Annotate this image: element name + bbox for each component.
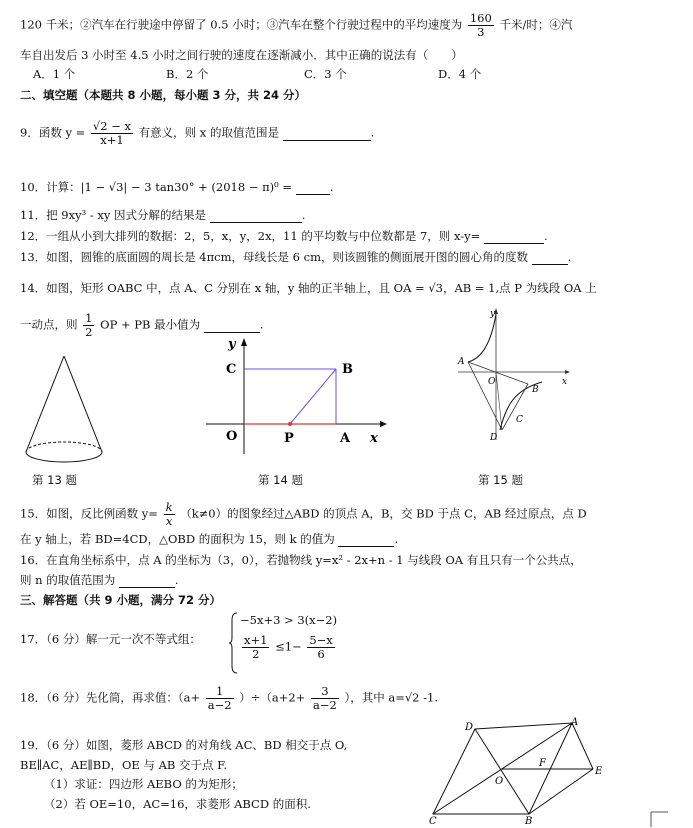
q8-line1 bbox=[20, 12, 572, 39]
q17-frac2-den: 6 bbox=[317, 647, 325, 661]
q19-line1: 19．（6 分）如图，菱形 ABCD 的对角线 AC、BD 相交于点 O, bbox=[20, 738, 348, 752]
figure-15-hyperbola bbox=[450, 306, 575, 446]
fig15-label-b: B bbox=[532, 385, 539, 395]
fig15-label-x: x bbox=[562, 377, 568, 387]
q19-line2: BE∥AC，AE∥BD，OE 与 AB 交于点 F. bbox=[20, 758, 227, 772]
section3-title: 三、解答题（共 9 小题，满分 72 分） bbox=[20, 593, 222, 607]
q15-frac-num: k bbox=[165, 500, 173, 514]
q8-text-post: 千米/时；④汽 bbox=[499, 17, 573, 32]
fig19-label-c: C bbox=[429, 816, 437, 826]
q10: 10．计算：|1 − √3| − 3 tan30° + (2018 − π)⁰ = . bbox=[20, 180, 334, 194]
q17-brace bbox=[228, 612, 238, 674]
q16-line2: 则 n 的取值范围为 . bbox=[20, 573, 179, 587]
q16-line1: 16．在直角坐标系中，点 A 的坐标为（3，0），若抛物线 y=x² - 2x+n - 1 与线段 OA 有且只有一个公共点， bbox=[20, 553, 582, 567]
q17-mid: ≤1− bbox=[275, 639, 302, 654]
q15-fraction bbox=[164, 501, 175, 528]
q18-frac1-den: a−2 bbox=[207, 698, 232, 712]
fig14-label-o: O bbox=[226, 429, 238, 444]
q18-pre: 18．（6 分）先化简，再求值：（a+ bbox=[20, 690, 201, 705]
q14-frac-den: 2 bbox=[85, 325, 93, 339]
q9-pre: 9．函数 y = bbox=[20, 125, 86, 140]
q15-post: （k≠0）的图象经过△ABD 的顶点 A，B，交 BD 于点 C，AB 经过原点，点 D bbox=[180, 506, 587, 521]
q15-line2-text: 在 y 轴上，若 BD=4CD，△OBD 的面积为 15，则 k 的值为 bbox=[20, 532, 335, 546]
q17-ineq2 bbox=[240, 634, 337, 661]
page-corner-mark bbox=[650, 808, 670, 828]
fig19-label-o: O bbox=[495, 776, 504, 787]
q14-fraction bbox=[83, 312, 94, 339]
q17-frac1 bbox=[242, 634, 269, 661]
q18-frac1-num: 1 bbox=[206, 685, 234, 699]
fig19-label-f: F bbox=[539, 758, 546, 769]
q10-text: 10．计算：|1 − √3| − 3 tan30° + (2018 − π)⁰ = bbox=[20, 180, 293, 194]
fig14-label-y: y bbox=[228, 337, 236, 352]
fig15-label-y: y bbox=[490, 309, 496, 319]
fig19-label-a: A bbox=[571, 717, 579, 728]
q8-fraction bbox=[468, 12, 494, 39]
q15-pre: 15．如图，反比例函数 y= bbox=[20, 506, 158, 521]
q14-frac-num: 1 bbox=[85, 311, 93, 325]
q13: 13．如图，圆锥的底面圆的周长是 4πcm，母线长是 6 cm，则该圆锥的侧面展开图的圆心角的度数 . bbox=[20, 250, 572, 264]
q8-option-d: D．4 个 bbox=[438, 67, 482, 81]
q9-frac-den: x+1 bbox=[100, 133, 124, 147]
q18-post: ），其中 a=√2 -1. bbox=[344, 690, 439, 705]
q19-sub2: （2）若 OE=10，AC=16，求菱形 ABCD 的面积. bbox=[44, 797, 311, 811]
q9: 9．函数 y = $\frac{√2 - x}{x+1}$ 有意义，则 x 的取值范围是 . bbox=[20, 119, 375, 147]
fig14-label-p: P bbox=[284, 431, 294, 446]
q15-blank[interactable] bbox=[338, 532, 394, 547]
fig14-label-c: C bbox=[226, 362, 237, 377]
fig14-label-x: x bbox=[370, 431, 378, 446]
fig15-label-c: C bbox=[516, 415, 523, 425]
fig19-label-b: B bbox=[525, 816, 533, 826]
q8-option-c: C．3 个 bbox=[304, 67, 347, 81]
q11: 11．把 9xy³ - xy 因式分解的结果是 . bbox=[20, 208, 306, 222]
section2-title: 二、填空题（本题共 8 小题，每小题 3 分，共 24 分） bbox=[20, 88, 307, 102]
q14-line1: 14．如图，矩形 OABC 中，点 A、C 分别在 x 轴，y 轴的正半轴上，且 OA = √3，AB = 1,点 P 为线段 OA 上 bbox=[20, 281, 597, 295]
q18-frac2 bbox=[311, 685, 339, 712]
figure-14-rectangle bbox=[200, 336, 390, 456]
q14-post: OP + PB 最小值为 bbox=[100, 317, 201, 332]
q17-frac2-num: 5−x bbox=[309, 633, 333, 647]
fig15-label-d: D bbox=[490, 433, 498, 443]
q8-option-b: B．2 个 bbox=[166, 67, 209, 81]
q14-line2: 一动点，则 $\frac{1}{2}$ OP + PB 最小值为 . bbox=[20, 311, 264, 339]
q8-option-a: A．1 个 bbox=[33, 67, 76, 81]
figure-19-rhombus bbox=[425, 716, 615, 826]
q13-text: 13．如图，圆锥的底面圆的周长是 4πcm，母线长是 6 cm，则该圆锥的侧面展开图的圆心角的度数 bbox=[20, 250, 528, 264]
q14-blank[interactable] bbox=[204, 318, 260, 333]
q11-blank[interactable] bbox=[210, 208, 302, 223]
caption-fig13: 第 13 题 bbox=[32, 473, 77, 487]
q15-frac-den: x bbox=[165, 514, 173, 528]
fig19-label-d: D bbox=[465, 722, 474, 733]
q15-line1 bbox=[20, 501, 587, 528]
q18 bbox=[20, 685, 438, 712]
q18-frac2-num: 3 bbox=[311, 685, 339, 699]
caption-fig15: 第 15 题 bbox=[478, 473, 523, 487]
fig14-label-b: B bbox=[342, 362, 353, 377]
q8-text-pre: 120 千米；②汽车在行驶途中停留了 0.5 小时；③汽车在整个行驶过程中的平均速度为 bbox=[20, 17, 463, 32]
q19-sub1: （1）求证：四边形 AEBO 的为矩形； bbox=[44, 777, 243, 791]
q16-blank[interactable] bbox=[119, 573, 175, 588]
q17-frac1-num: x+1 bbox=[244, 633, 268, 647]
q15-line2: 在 y 轴上，若 BD=4CD，△OBD 的面积为 15，则 k 的值为 . bbox=[20, 532, 399, 546]
q10-blank[interactable] bbox=[296, 180, 330, 195]
q17-frac1-den: 2 bbox=[252, 647, 260, 661]
q9-blank[interactable] bbox=[283, 126, 371, 141]
q18-frac1 bbox=[206, 685, 234, 712]
caption-fig14: 第 14 题 bbox=[258, 473, 303, 487]
figure-13-cone bbox=[22, 352, 106, 472]
fig14-label-a: A bbox=[340, 431, 351, 446]
q14-pre: 一动点，则 bbox=[20, 317, 78, 332]
q8-line2: 车自出发后 3 小时至 4.5 小时之间行驶的速度在逐渐减小．其中正确的说法有（ ） bbox=[20, 48, 463, 62]
fig15-label-o: O bbox=[488, 377, 496, 387]
fig19-label-e: E bbox=[595, 766, 603, 777]
q12-blank[interactable] bbox=[484, 229, 544, 244]
q11-text: 11．把 9xy³ - xy 因式分解的结果是 bbox=[20, 208, 207, 222]
q17-frac2 bbox=[307, 634, 334, 661]
q18-frac2-den: a−2 bbox=[312, 698, 337, 712]
q8-frac-den: 3 bbox=[477, 25, 485, 39]
q9-fraction bbox=[91, 120, 133, 147]
q18-mid: ）÷（a+2+ bbox=[239, 690, 306, 705]
q9-frac-num: √2 − x bbox=[92, 119, 131, 133]
q13-blank[interactable] bbox=[532, 250, 568, 265]
q12: 12．一组从小到大排列的数据：2，5，x，y，2x，11 的平均数与中位数都是 7，则 x-y= . bbox=[20, 229, 548, 243]
q12-text: 12．一组从小到大排列的数据：2，5，x，y，2x，11 的平均数与中位数都是 7，则 x-y= bbox=[20, 229, 481, 243]
q16-line2-text: 则 n 的取值范围为 bbox=[20, 573, 116, 587]
q8-frac-num: 160 bbox=[469, 11, 492, 25]
fig15-label-a: A bbox=[458, 357, 465, 367]
q17-label: 17．（6 分）解一元一次不等式组： bbox=[20, 632, 201, 646]
q17-ineq1: −5x+3 > 3(x−2) bbox=[240, 613, 338, 627]
q9-post: 有意义，则 x 的取值范围是 bbox=[138, 125, 279, 140]
